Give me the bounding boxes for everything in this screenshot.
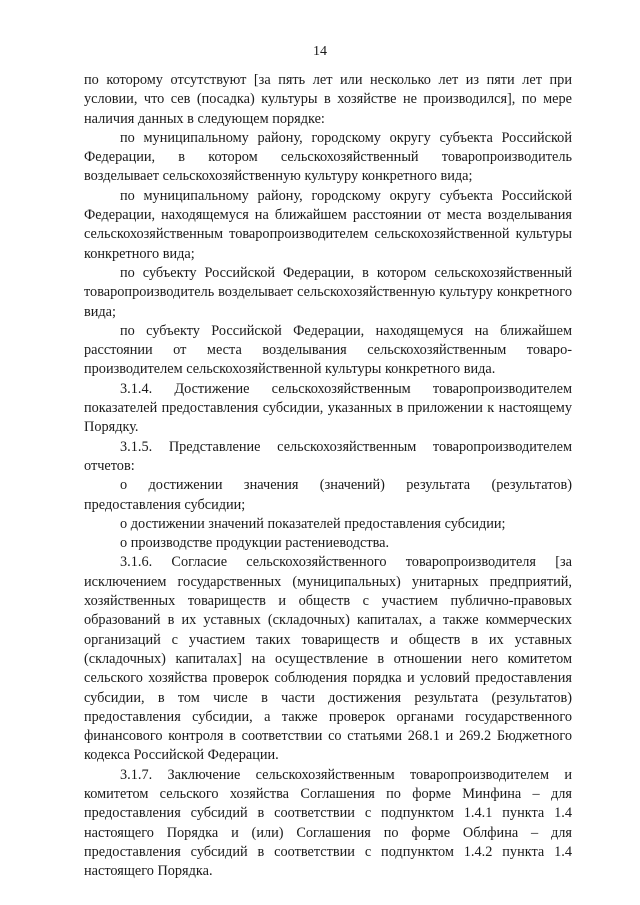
paragraph-municipal-district-nearest: по муниципальному району, городскому округу субъекта Российской Федерации, находящемуся на ближайшем расстоянии от места возделывания сельскохозяйственным товаропроизводителем сельскохозяйственной культуры конкретного вида; [84, 187, 572, 262]
paragraph-continuation: по которому отсутствуют [за пять лет или несколько лет из пяти лет при условии, что сев (посадка) культуры в хозяйстве не производился], по мере наличия данных в следующем порядке: [84, 72, 572, 127]
paragraph-report-result: о достижении значения (значений) результата (результатов) предоставления субсидии; [84, 477, 572, 513]
paragraph-3-1-4: 3.1.4. Достижение сельскохозяйственным товаропроизводителем показателей предоставления субсидии, указанных в приложении к настоящему Порядку. [84, 380, 572, 436]
paragraph-3-1-5: 3.1.5. Представление сельскохозяйственным товаропроизводителем отчетов: [84, 438, 572, 474]
paragraph-3-1-7: 3.1.7. Заключение сельскохозяйственным товаропроизводителем и комитетом сельского хозяйства Соглашения по форме Минфина – для предоставления субсидий в соответствии с подпунктом 1.4.1 пункта 1.4 настоящего Порядка и (или) Соглашения по форме Облфина – для предоставления субсидий в соответствии с подпунктом 1.4.2 пункта 1.4 настоящего Порядка. [84, 766, 572, 880]
paragraph-federal-subject-nearest: по субъекту Российской Федерации, находящемуся на ближайшем расстоянии от места возделывания сельскохозяйственным товаропроизводителем сельскохозяйственной культуры конкретного вида. [84, 322, 572, 378]
paragraph-3-1-6: 3.1.6. Согласие сельскохозяйственного товаропроизводителя [за исключением государственных (муниципальных) унитарных предприятий, хозяйственных товариществ и обществ с участием публично-правовых образований в их уставных (складочных) капиталах, а также коммерческих организаций с участием таких товариществ и обществ в их уставных (складочных) капиталах] на осуществление в отношении него комитетом сельского хозяйства проверок соблюдения порядка и условий предоставления субсидии, в том числе в части достижения результата (результатов) предоставления субсидии, а также проверок органами государственного финансового контроля в соответствии со статьями 268.1 и 269.2 Бюджетного кодекса Российской Федерации. [84, 554, 572, 764]
page-number: 14 [313, 44, 327, 59]
paragraph-report-indicators: о достижении значений показателей предоставления субсидии; [120, 515, 506, 532]
document-body [84, 71, 572, 881]
paragraph-municipal-district-same: по муниципальному району, городскому округу субъекта Российской Федерации, в котором сельскохозяйственный товаропроизводитель возделывает сельскохозяйственную культуру конкретного вида; [84, 129, 572, 185]
paragraph-federal-subject-same: по субъекту Российской Федерации, в котором сельскохозяйственный товаропроизводитель возделывает сельскохозяйственную культуру конкретного вида; [84, 264, 572, 320]
paragraph-report-production: о производстве продукции растениеводства. [120, 535, 390, 552]
